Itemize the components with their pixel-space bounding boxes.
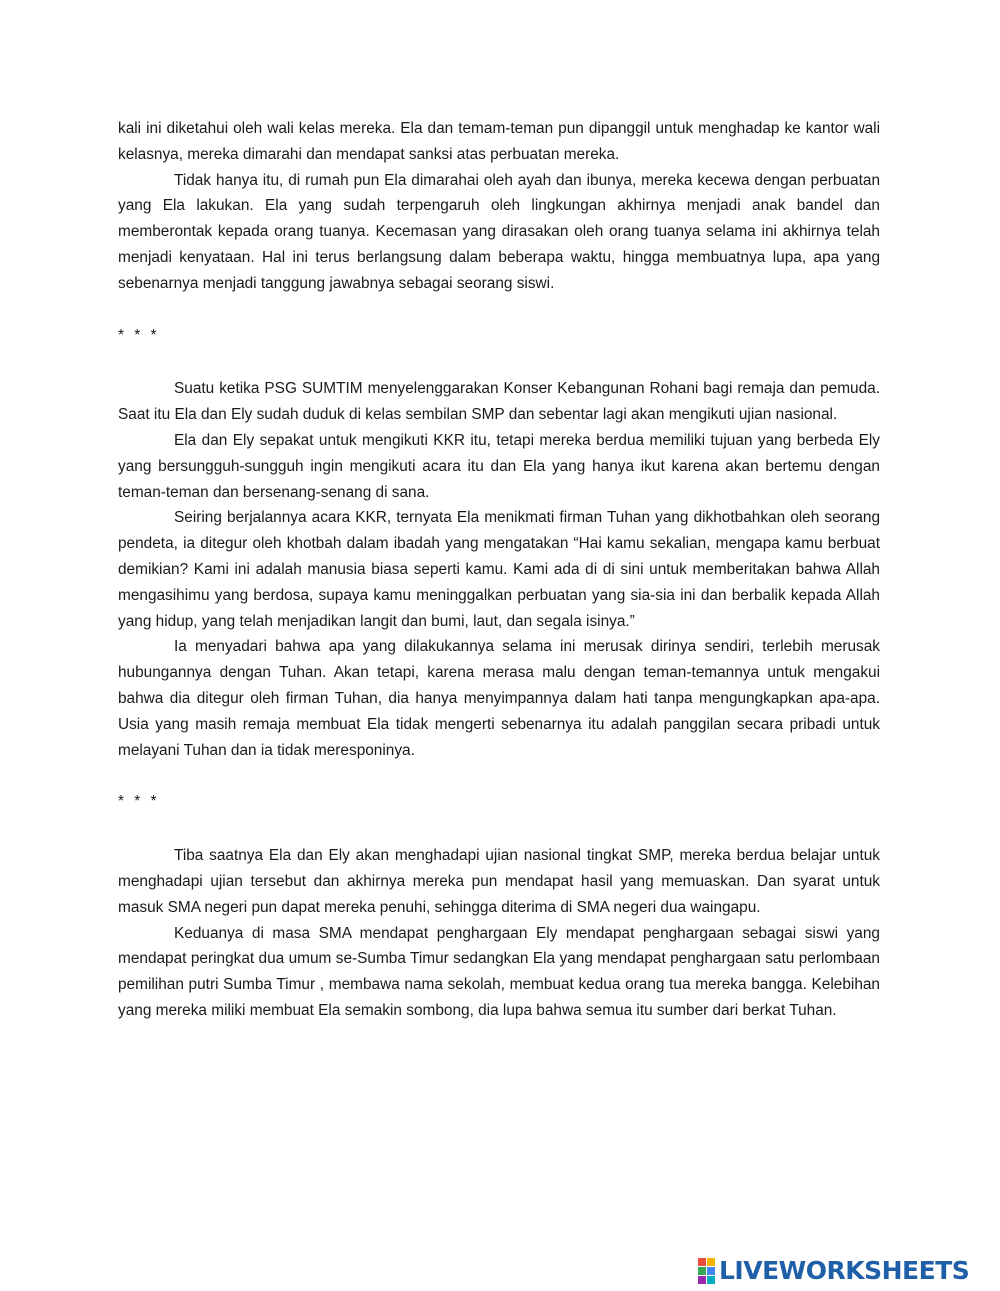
paragraph-6: Ia menyadari bahwa apa yang dilakukannya selama ini merusak dirinya sendiri, terlebih merusak hubungannya dengan Tuhan. Akan tetapi, karena merasa malu dengan teman-temannya untuk mengakui bahwa dia ditegur oleh firman Tuhan, dia hanya menyimpannya dalam hati tanpa mengungkapkan apa-apa. Usia yang masih remaja membuat Ela tidak mengerti sebenarnya itu adalah panggilan secara pribadi untuk melayani Tuhan dan ia tidak meresponinya. — [118, 638, 880, 759]
paragraph-3: Suatu ketika PSG SUMTIM menyelenggarakan Konser Kebangunan Rohani bagi remaja dan pemuda. Saat itu Ela dan Ely sudah duduk di kelas sembilan SMP dan sebentar lagi akan mengikuti ujian nasional. — [118, 380, 880, 424]
section-separator-1: * * * — [118, 326, 160, 344]
document-body — [118, 116, 880, 1024]
logo-block — [707, 1267, 715, 1275]
paragraph-7: Tiba saatnya Ela dan Ely akan menghadapi ujian nasional tingkat SMP, mereka berdua belajar untuk menghadapi ujian tersebut dan akhirnya mereka pun mendapat hasil yang memuaskan. Dan syarat untuk masuk SMA negeri pun dapat mereka penuhi, sehingga diterima di SMA negeri dua waingapu. — [118, 847, 880, 916]
liveworksheets-logo — [698, 1256, 969, 1286]
logo-text: LIVEWORKSHEETS — [719, 1256, 970, 1285]
logo-block — [698, 1276, 706, 1284]
logo-block — [707, 1276, 715, 1284]
paragraph-4: Ela dan Ely sepakat untuk mengikuti KKR itu, tetapi mereka berdua memiliki tujuan yang berbeda Ely yang bersungguh-sungguh ingin mengikuti acara itu dan Ela yang hanya ikut karena akan bertemu dengan teman-teman dan bersenang-senang di sana. — [118, 431, 880, 501]
logo-block — [698, 1258, 706, 1266]
paragraph-1: kali ini diketahui oleh wali kelas mereka. Ela dan temam-teman pun dipanggil untuk menghadap ke kantor wali kelasnya, mereka dimarahi dan mendapat sanksi atas perbuatan mereka. — [118, 120, 880, 163]
logo-block — [698, 1267, 706, 1275]
paragraph-2: Tidak hanya itu, di rumah pun Ela dimarahai oleh ayah dan ibunya, mereka kecewa dengan perbuatan yang Ela lakukan. Ela yang sudah terpengaruh oleh lingkungan akhirnya menjadi anak bandel dan memberontak kepada orang tuanya. Kecemasan yang dirasakan oleh orang tuanya selama ini akhirnya telah menjadi kenyataan. Hal ini terus berlangsung dalam beberapa waktu, hingga membuatnya lupa, apa yang sebenarnya menjadi tanggung jawabnya sebagai seorang siswi. — [118, 171, 880, 292]
paragraph-8: Keduanya di masa SMA mendapat penghargaan Ely mendapat penghargaan sebagai siswi yang mendapat peringkat dua umum se-Sumba Timur sedangkan Ela yang mendapat penghargaan satu perlombaan pemilihan putri Sumba Timur , membawa nama sekolah, membuat kedua orang tua mereka bangga. Kelebihan yang mereka miliki membuat Ela semakin sombong, dia lupa bahwa semua itu sumber dari berkat Tuhan. — [118, 924, 880, 1019]
logo-block — [707, 1258, 715, 1266]
section-separator-2: * * * — [118, 793, 160, 811]
paragraph-5: Seiring berjalannya acara KKR, ternyata Ela menikmati firman Tuhan yang dikhotbahkan oleh seorang pendeta, ia ditegur oleh khotbah dalam ibadah yang mengatakan “Hai kamu sekalian, mengapa kamu berbuat demikian? Kami ini adalah manusia biasa seperti kamu. Kami ada di di sini untuk memberitakan bahwa Allah mengasihimu yang berdosa, supaya kamu meninggalkan perbuatan yang sia-sia ini dan berbalik kepada Allah yang hidup, yang telah menjadikan langit dan bumi, laut, dan segala isinya.” — [118, 509, 880, 630]
logo-blocks-icon — [698, 1258, 715, 1284]
